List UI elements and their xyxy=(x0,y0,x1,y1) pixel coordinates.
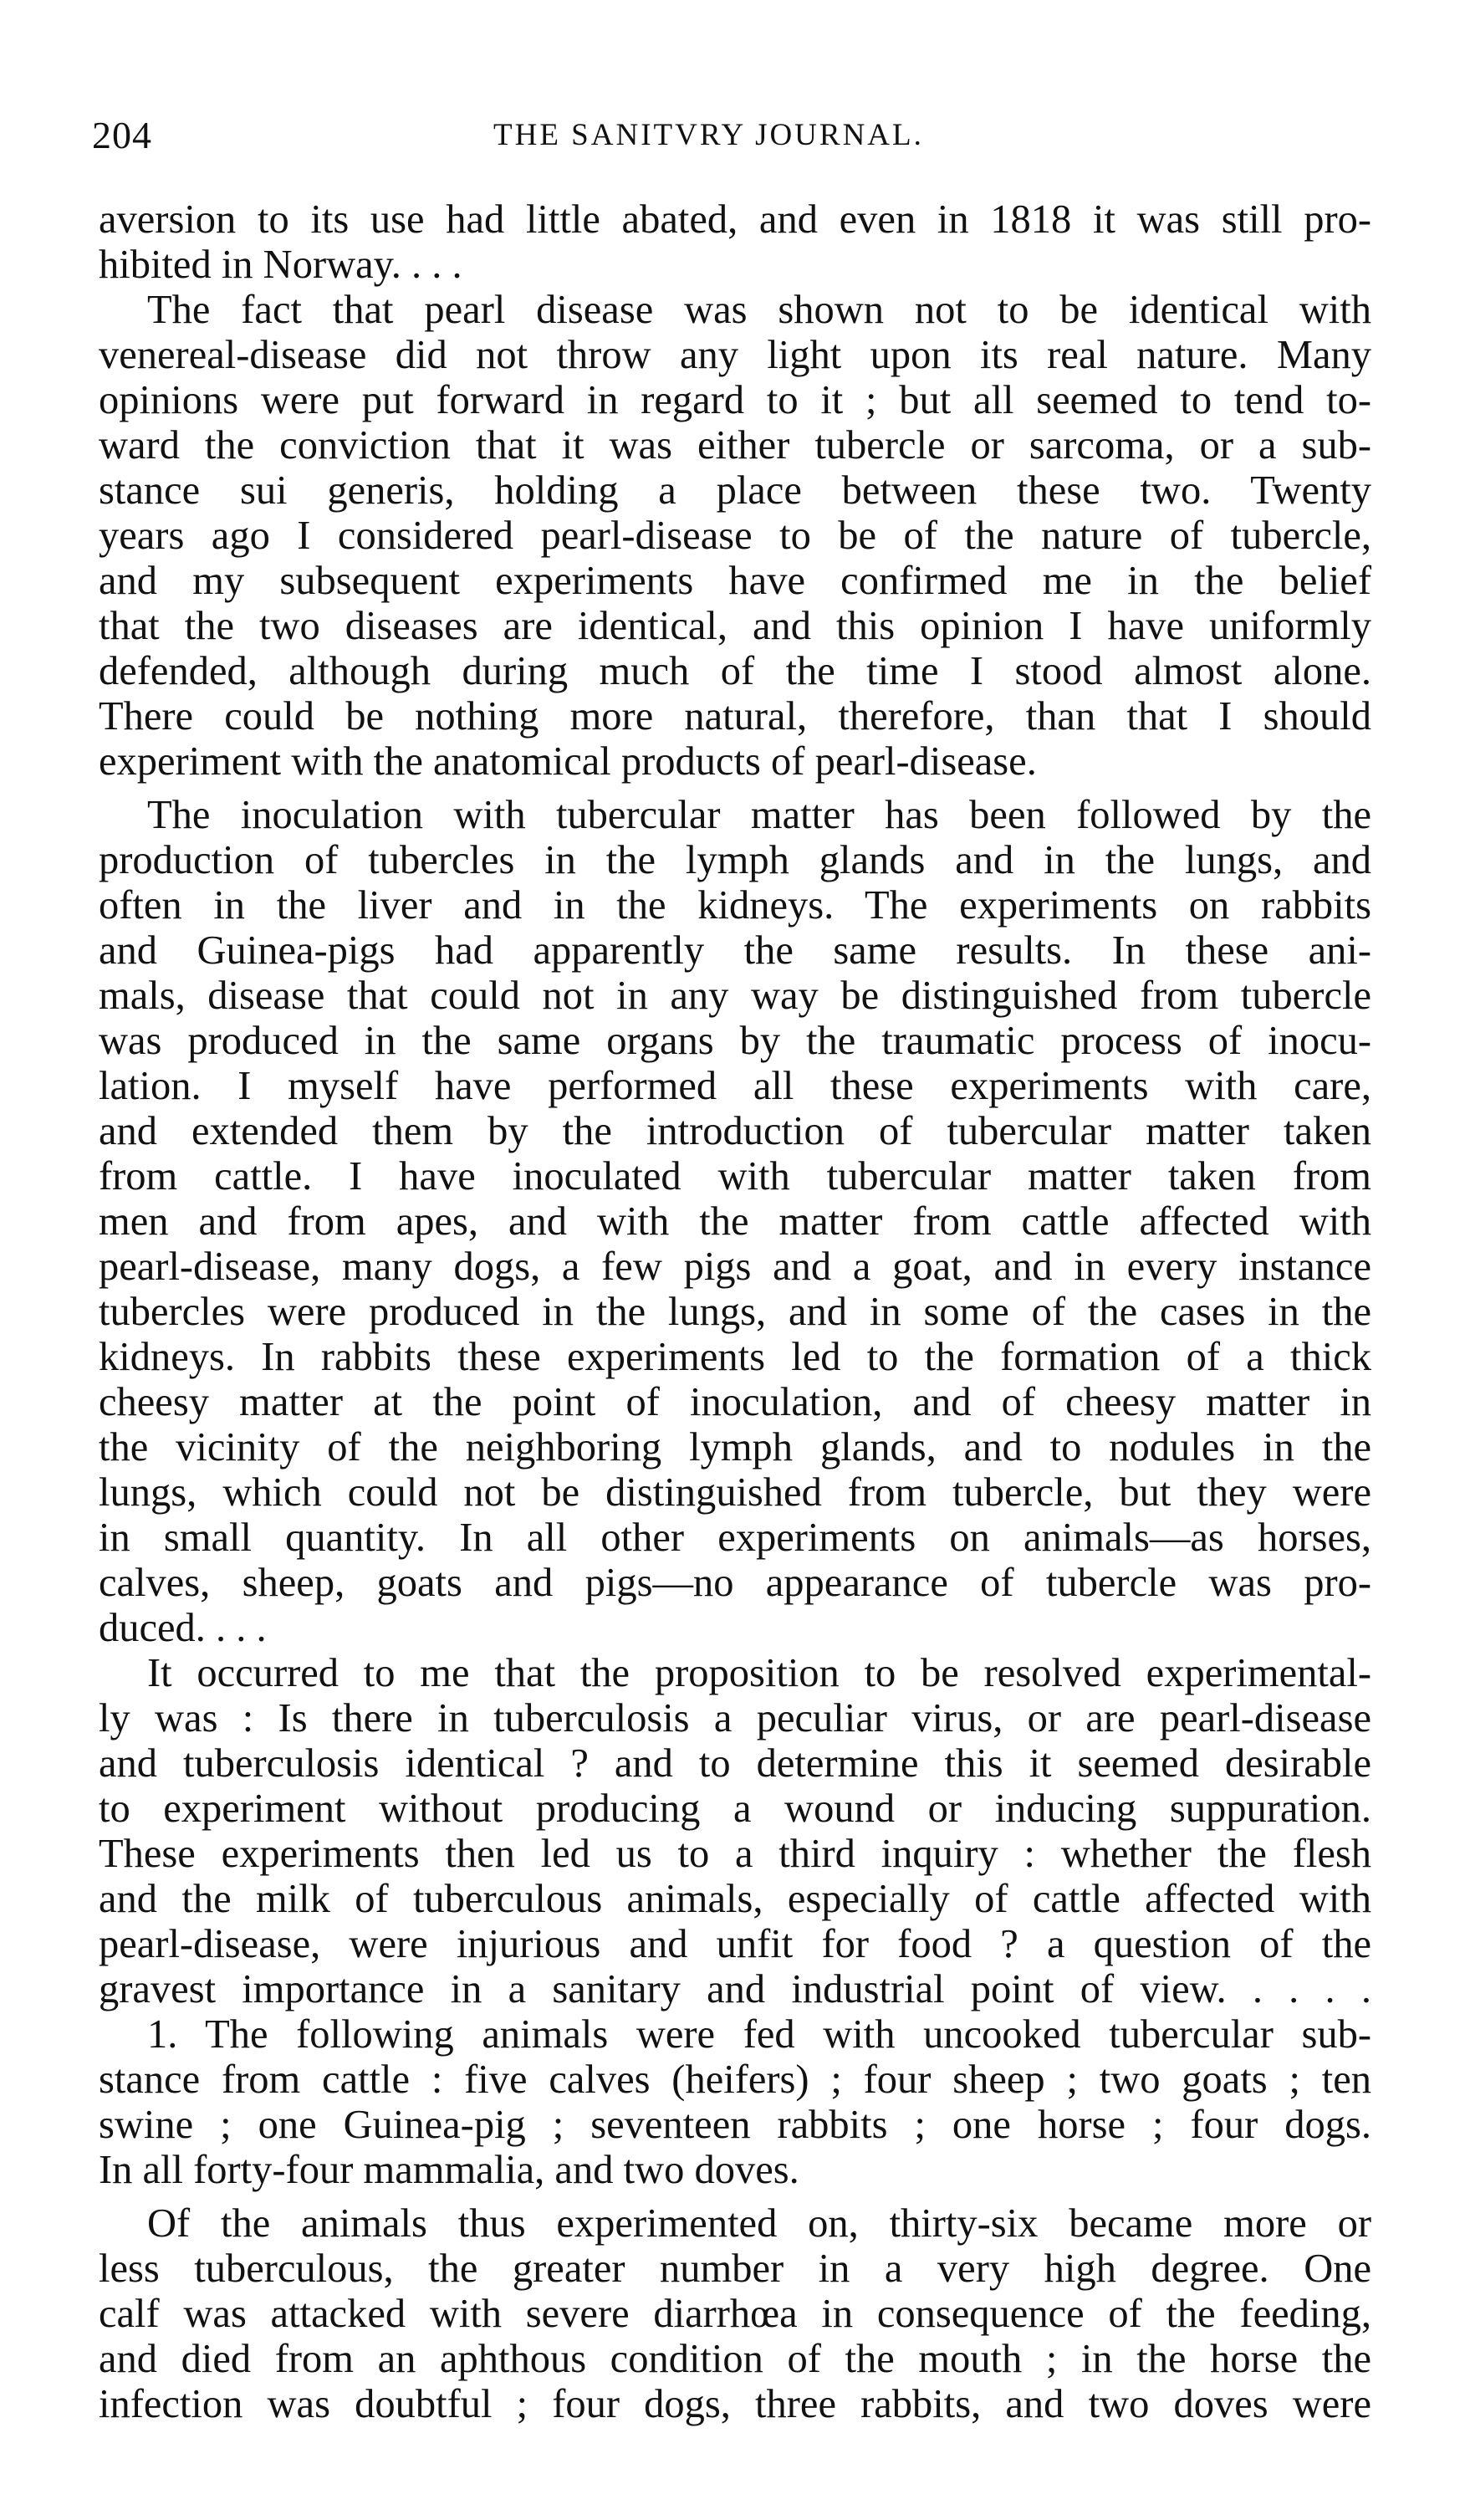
text-line: hibited in Norway. . . . xyxy=(99,243,462,287)
text-line: and Guinea-pigs had apparently the same results. In these ani- xyxy=(99,928,1371,973)
text-line: aversion to its use had little abated, and even in 1818 it was still pro- xyxy=(99,197,1371,242)
paragraph-3 xyxy=(99,793,1371,1651)
text-line: The inoculation with tubercular matter has been followed by the xyxy=(147,793,1371,837)
paragraph-gap xyxy=(99,785,1371,793)
text-line: from cattle. I have inoculated with tubercular matter taken from xyxy=(99,1154,1371,1199)
text-line: lungs, which could not be distinguished from tubercle, but they were xyxy=(99,1470,1371,1515)
text-line: and extended them by the introduction of tubercular matter taken xyxy=(99,1109,1371,1153)
text-line: calves, sheep, goats and pigs—no appearance of tubercle was pro- xyxy=(99,1561,1371,1605)
journal-title: THE SANITVRY JOURNAL. xyxy=(493,118,924,152)
text-line: lation. I myself have performed all these experiments with care, xyxy=(99,1064,1371,1108)
text-line: pearl-disease, were injurious and unfit for food ? a question of the xyxy=(99,1922,1371,1966)
text-line: gravest importance in a sanitary and industrial point of view. . . . . xyxy=(99,1967,1371,2011)
text-line: and my subsequent experiments have confirmed me in the belief xyxy=(99,559,1371,603)
paragraph-gap xyxy=(99,2193,1371,2201)
text-line: stance from cattle : five calves (heifers) ; four sheep ; two goats ; ten xyxy=(99,2057,1371,2102)
paragraph-4 xyxy=(99,1651,1371,2012)
text-line: defended, although during much of the time I stood almost alone. xyxy=(99,649,1371,693)
text-line: 1. The following animals were fed with uncooked tubercular sub- xyxy=(147,2012,1371,2057)
text-line: calf was attacked with severe diarrhœa in consequence of the feeding, xyxy=(99,2292,1371,2336)
text-line: It occurred to me that the proposition to be resolved experimental- xyxy=(147,1651,1371,1695)
text-line: pearl-disease, many dogs, a few pigs and a goat, and in every instance xyxy=(99,1245,1371,1289)
text-line: years ago I considered pearl-disease to be of the nature of tubercle, xyxy=(99,514,1371,558)
text-line: and died from an aphthous condition of the mouth ; in the horse the xyxy=(99,2337,1371,2381)
text-line: tubercles were produced in the lungs, and in some of the cases in the xyxy=(99,1290,1371,1334)
text-line: stance sui generis, holding a place between these two. Twenty xyxy=(99,468,1371,513)
text-line: production of tubercles in the lymph glands and in the lungs, and xyxy=(99,838,1371,882)
text-line: ly was : Is there in tuberculosis a peculiar virus, or are pearl-disease xyxy=(99,1696,1371,1740)
text-line: and tuberculosis identical ? and to determine this it seemed desirable xyxy=(99,1741,1371,1786)
paragraph-1 xyxy=(99,197,1371,288)
text-line: kidneys. In rabbits these experiments led to the formation of a thick xyxy=(99,1335,1371,1379)
text-line: opinions were put forward in regard to it ; but all seemed to tend to- xyxy=(99,378,1371,422)
text-line: These experiments then led us to a third inquiry : whether the flesh xyxy=(99,1832,1371,1876)
text-line: less tuberculous, the greater number in a very high degree. One xyxy=(99,2247,1371,2291)
text-line: and the milk of tuberculous animals, especially of cattle affected with xyxy=(99,1877,1371,1921)
text-line: men and from apes, and with the matter from cattle affected with xyxy=(99,1199,1371,1244)
text-line: was produced in the same organs by the traumatic process of inocu- xyxy=(99,1019,1371,1063)
text-line: experiment with the anatomical products of pearl-disease. xyxy=(99,739,1037,784)
text-line: mals, disease that could not in any way be distinguished from tubercle xyxy=(99,974,1371,1018)
paragraph-5 xyxy=(99,2012,1371,2193)
text-line: Of the animals thus experimented on, thirty-six became more or xyxy=(147,2201,1371,2246)
running-head xyxy=(92,110,1371,161)
text-line: swine ; one Guinea-pig ; seventeen rabbits ; one horse ; four dogs. xyxy=(99,2103,1371,2147)
text-line: duced. . . . xyxy=(99,1606,267,1650)
text-line: the vicinity of the neighboring lymph glands, and to nodules in the xyxy=(99,1425,1371,1470)
text-line: to experiment without producing a wound or inducing suppuration. xyxy=(99,1786,1371,1831)
page-number: 204 xyxy=(92,114,152,156)
text-line: ward the conviction that it was either tubercle or sarcoma, or a sub- xyxy=(99,423,1371,468)
paragraph-6 xyxy=(99,2201,1371,2427)
text-line: in small quantity. In all other experiments on animals—as horses, xyxy=(99,1516,1371,1560)
text-line: often in the liver and in the kidneys. The experiments on rabbits xyxy=(99,883,1371,928)
body-text xyxy=(99,197,1371,2427)
text-line: cheesy matter at the point of inoculation, and of cheesy matter in xyxy=(99,1380,1371,1424)
text-line: In all forty-four mammalia, and two doves. xyxy=(99,2148,799,2192)
text-line: infection was doubtful ; four dogs, three rabbits, and two doves were xyxy=(99,2382,1371,2426)
text-line: venereal-disease did not throw any light upon its real nature. Many xyxy=(99,333,1371,377)
text-line: The fact that pearl disease was shown not to be identical with xyxy=(147,288,1371,332)
text-line: There could be nothing more natural, therefore, than that I should xyxy=(99,694,1371,739)
paragraph-2 xyxy=(99,288,1371,785)
text-line: that the two diseases are identical, and this opinion I have uniformly xyxy=(99,604,1371,648)
